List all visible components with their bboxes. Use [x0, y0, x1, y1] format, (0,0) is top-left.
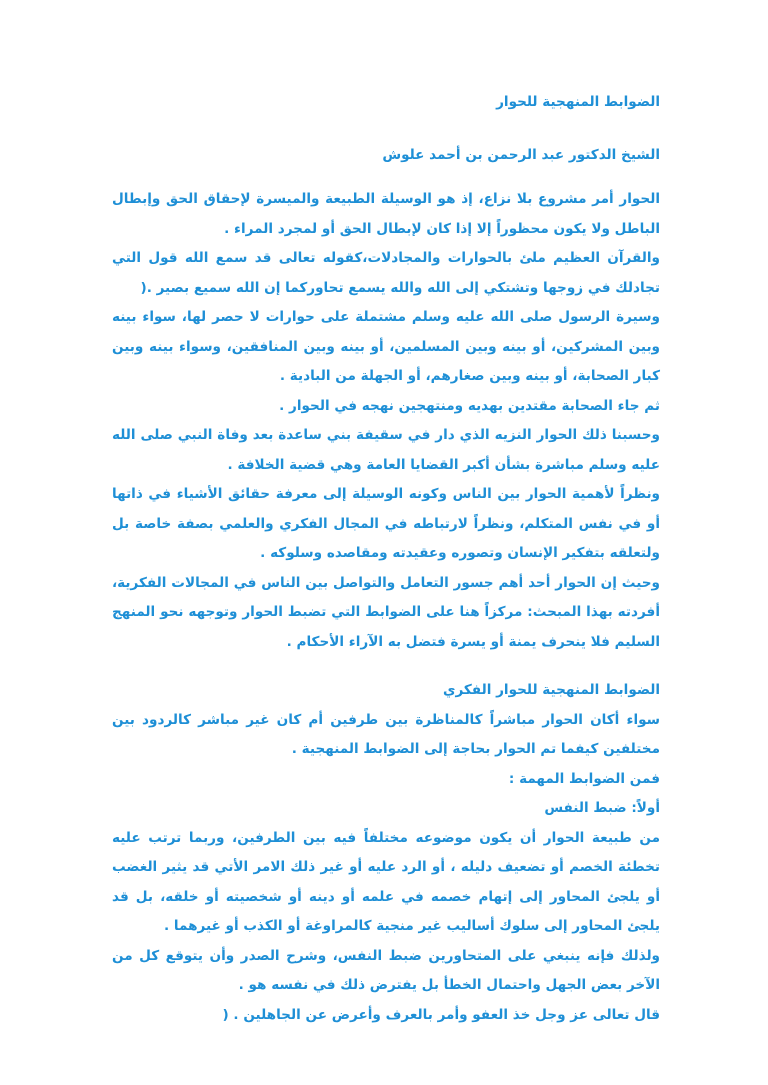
intro-section — [112, 185, 660, 657]
section-heading: الضوابط المنهجية للحوار الفكري — [442, 682, 660, 698]
paragraph: ثم جاء الصحابة مقتدين بهديه ومنتهجين نهجه في الحوار . — [279, 397, 660, 414]
author-name: الشيخ الدكتور عبد الرحمن بن أحمد علوش — [382, 147, 660, 163]
paragraph: وحسبنا ذلك الحوار النزيه الذي دار في سقيفة بني ساعدة بعد وفاة النبي صلى الله عليه وسلم مباشرة بشأن أكبر القضايا العامة وهي قضية الخلافة . — [112, 427, 660, 473]
paragraph: وسيرة الرسول صلى الله عليه وسلم مشتملة على حوارات لا حصر لها، سواء بينه وبين المشركين، أو بينه وبين المسلمين، أو بينه وبين المنافقين، وسواء بينه وبين كبار الصحابة، أو بينه وبين صغارهم، أو الجهلة من البادية . — [112, 309, 660, 384]
paragraph: وحيث إن الحوار أحد أهم جسور التعامل والتواصل بين الناس في المجالات الفكرية، أفردته بهذا المبحث: مركزاً هنا على الضوابط التي تضبط الحوار وتوجهه نحو المنهج السليم فلا ينحرف يمنة أو يسرة فتضل به الآراء الأحكام . — [112, 574, 660, 650]
paragraph: ونظراً لأهمية الحوار بين الناس وكونه الوسيلة إلى معرفة حقائق الأشياء في ذاتها أو في نفس المتكلم، ونظراً لارتباطه في المجال الفكري والعلمي بصفة خاصة بل ولتعلقه بتفكير الإنسان وتصوره وعقيدته ومقاصده وسلوكه . — [112, 486, 660, 561]
methodology-section — [112, 676, 660, 1030]
paragraph: قال تعالى عز وجل خذ العفو وأمر بالعرف وأعرض عن الجاهلين . ( — [222, 1006, 660, 1023]
subheading: أولاً: ضبط النفس — [544, 800, 660, 816]
paragraph: من طبيعة الحوار أن يكون موضوعه مختلفاً فيه بين الطرفين، وربما ترتب عليه تخطئة الخصم أو تضعيف دليله ، أو الرد عليه أو غير ذلك الامر الأتي قد يثير الغضب أو يلجئ المحاور إلى إتهام خصمه في علمه أو دينه أو شخصيته أو خلقه، بل قد يلجئ المحاور إلى سلوك أساليب غير منجية كالمراوغة أو الكذب أو غيرهما . — [112, 829, 660, 934]
paragraph: فمن الضوابط المهمة : — [508, 770, 660, 787]
document-title: الضوابط المنهجية للحوار — [496, 94, 660, 110]
document-page — [112, 0, 660, 1085]
paragraph: سواء أكان الحوار مباشراً كالمناظرة بين طرفين أم كان غير مباشر كالردود بين مختلفين كيفما تم الحوار بحاجة إلى الضوابط المنهجية . — [112, 711, 660, 757]
paragraph: والقرآن العظيم ملئ بالحوارات والمجادلات،كقوله تعالى قد سمع الله قول التي تجادلك في زوجها وتشتكي إلى الله والله يسمع تحاوركما إن الله سميع بصير .( — [112, 250, 660, 296]
paragraph: الحوار أمر مشروع بلا نزاع، إذ هو الوسيلة الطبيعة والميسرة لإحقاق الحق وإبطال الباطل ولا يكون محظوراً إلا إذا كان لإبطال الحق أو لمجرد المراء . — [112, 191, 660, 237]
paragraph: ولذلك فإنه ينبغي على المتحاورين ضبط النفس، وشرح الصدر وأن يتوقع كل من الآخر بعض الجهل واحتمال الخطأ بل يفترض ذلك في نفسه هو . — [112, 947, 660, 993]
